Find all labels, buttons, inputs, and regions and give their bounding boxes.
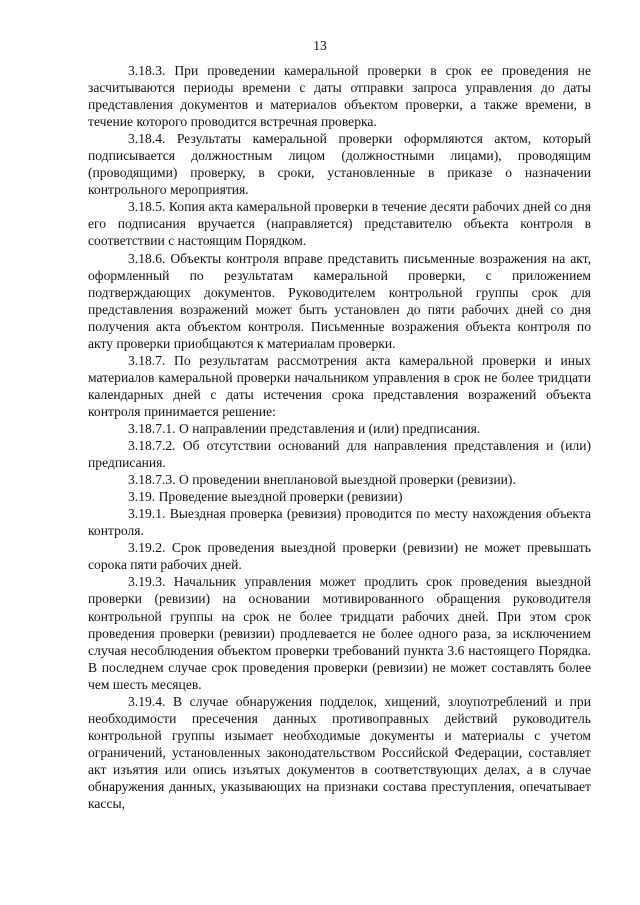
page-number: 13 (313, 38, 327, 53)
paragraph-3-19-3: 3.19.3. Начальник управления может продлить срок проведения выездной проверки (ревизии) на основании мотивированного обращения руководителя контрольной группы на срок не более тридцати рабочих дней. При этом срок проведения проверки (ревизии) продлевается не более одного раза, за исключением случая несоблюдения объектом проверки требований пункта 3.6 настоящего Порядка. В последнем случае срок проведения проверки (ревизии) не может составлять более чем шесть месяцев. (88, 574, 591, 692)
paragraph-3-19-2: 3.19.2. Срок проведения выездной проверки (ревизии) не может превышать сорока пяти рабочих дней. (88, 540, 591, 573)
paragraph-3-18-6: 3.18.6. Объекты контроля вправе представить письменные возражения на акт, оформленный по результатам камеральной проверки, с приложением подтверждающих документов. Руководителем контрольной группы срок для представления возражений может быть установлен до пяти рабочих дней со дня получения акта объектом контроля. Письменные возражения объекта контроля по акту проверки приобщаются к материалам проверки. (88, 250, 591, 351)
paragraph-3-19-4: 3.19.4. В случае обнаружения подделок, хищений, злоупотреблений и при необходимости пресечения данных противоправных действий руководитель контрольной группы изымает необходимые документы и материалы с учетом ограничений, установленных законодательством Российской Федерации, составляет акт изъятия или опись изъятых документов в соответствующих делах, а в случае обнаружения данных, указывающих на признаки состава преступления, опечатывает кассы, (88, 693, 591, 812)
paragraph-3-18-7-3: 3.18.7.3. О проведении внеплановой выездной проверки (ревизии). (128, 472, 516, 488)
paragraph-3-18-7-2: 3.18.7.2. Об отсутствии оснований для направления представления и (или) предписания. (88, 438, 591, 471)
document-body (88, 62, 591, 812)
paragraph-3-18-5: 3.18.5. Копия акта камеральной проверки в течение десяти рабочих дней со дня его подписания вручается (направляется) представителю объекта контроля в соответствии с настоящим Порядком. (88, 199, 591, 249)
paragraph-3-18-4: 3.18.4. Результаты камеральной проверки оформляются актом, который подписывается должностным лицом (должностными лицами), проводящим (проводящими) проверку, в сроки, установленные в приказе о назначении контрольного мероприятия. (88, 131, 591, 198)
paragraph-3-18-7-1: 3.18.7.1. О направлении представления и (или) предписания. (128, 420, 481, 436)
section-heading-3-19: 3.19. Проведение выездной проверки (ревизии) (128, 489, 403, 505)
paragraph-3-18-3: 3.18.3. При проведении камеральной проверки в срок ее проведения не засчитываются периоды времени с даты отправки запроса управления до даты представления документов и материалов объектом проверки, а также времени, в течение которого проводится встречная проверка. (88, 63, 591, 130)
paragraph-3-19-1: 3.19.1. Выездная проверка (ревизия) проводится по месту нахождения объекта контроля. (88, 506, 591, 539)
paragraph-3-18-7: 3.18.7. По результатам рассмотрения акта камеральной проверки и иных материалов камеральной проверки начальником управления в срок не более тридцати календарных дней с даты истечения срока представления возражений объекта контроля принимается решение: (88, 352, 591, 419)
